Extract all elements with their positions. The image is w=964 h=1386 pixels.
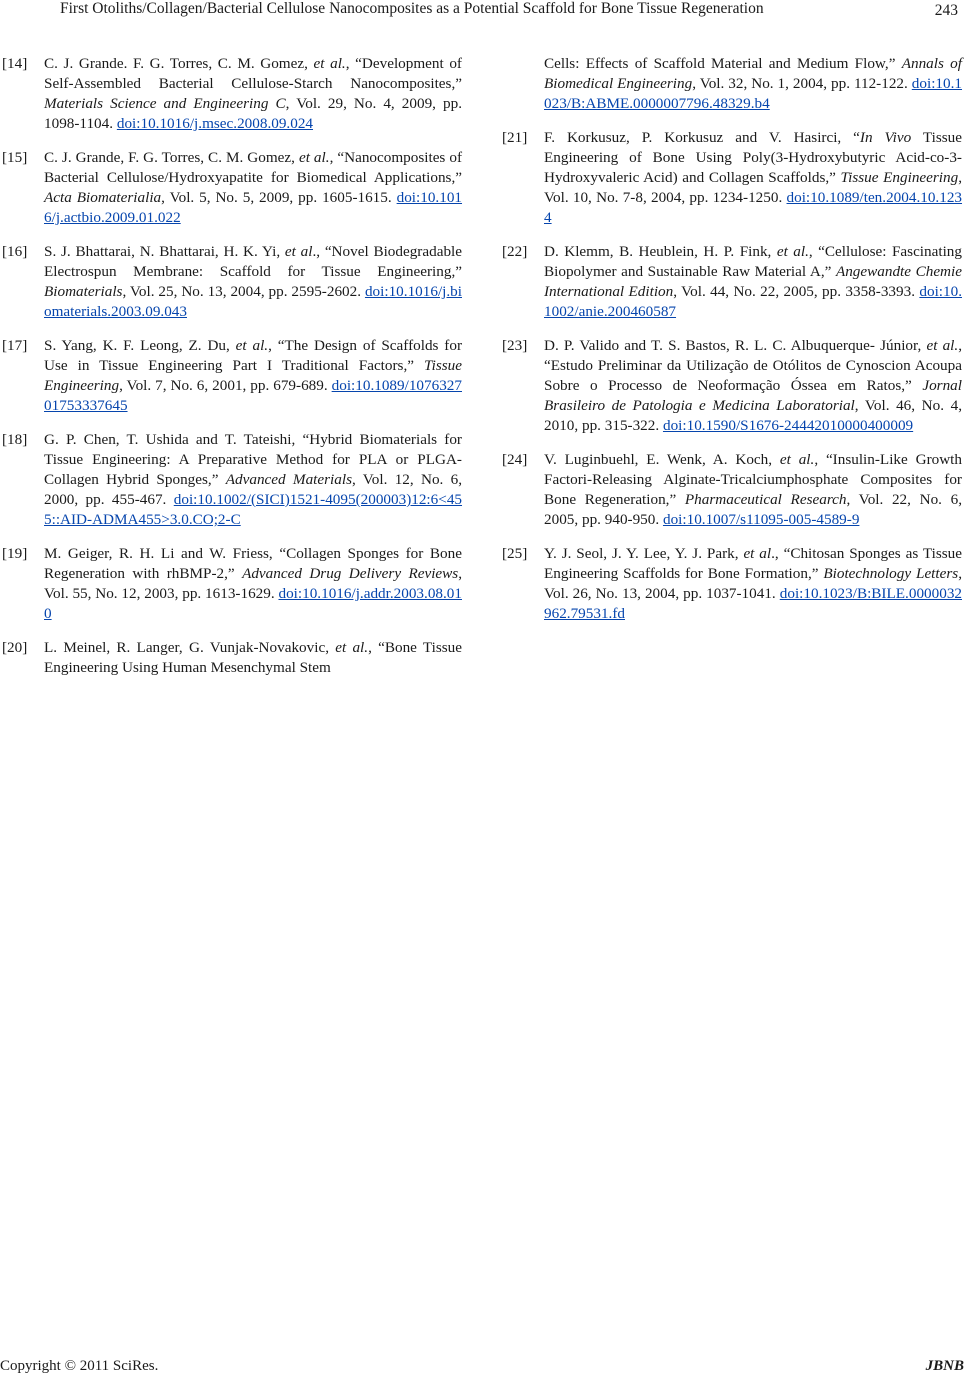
reference-24 [502,450,962,530]
doi-link[interactable]: doi:10.1002/anie.200460587 [544,283,962,320]
reference-number: [23] [502,337,528,354]
doi-link[interactable]: doi:10.1016/j.biomaterials.2003.09.043 [44,283,462,320]
reference-20 [2,638,462,678]
reference-15 [2,148,462,228]
doi-link[interactable]: doi:10.1023/B:BILE.0000032962.79531.fd [544,585,962,622]
reference-number: [16] [2,243,28,260]
copyright-notice: Copyright © 2011 SciRes. [0,1358,159,1374]
reference-text: S. Yang, K. F. Leong, Z. Du, et al., “The Design of Scaffolds for Use in Tissue Engineering Part I Traditional Factors,” Tissue Engineering, Vol. 7, No. 6, 2001, pp. 679-689. doi:10.1089/107632701753337645 [44,337,463,414]
reference-18 [2,430,462,530]
reference-number: [14] [2,55,28,72]
running-header [0,0,964,24]
reference-20-continuation: Cells: Effects of Scaffold Material and Medium Flow,” Annals of Biomedical Engineering, Vol. 32, No. 1, 2004, pp. 112-122. doi:10.1023/B:ABME.0000007796.48329.b4 [544,55,963,112]
doi-link[interactable]: doi:10.1016/j.actbio.2009.01.022 [44,189,463,226]
reference-number: [22] [502,243,528,260]
reference-number: [24] [502,451,528,468]
doi-link[interactable]: doi:10.1089/ten.2004.10.1234 [544,189,963,226]
reference-16 [2,242,462,322]
reference-number: [18] [2,431,28,448]
left-column [2,54,462,692]
reference-number: [20] [2,639,28,656]
reference-19 [2,544,462,624]
reference-number: [17] [2,337,28,354]
doi-link[interactable]: doi:10.1007/s11095-005-4589-9 [662,511,860,528]
reference-text: S. J. Bhattarai, N. Bhattarai, H. K. Yi, et al., “Novel Biodegradable Electrospun Membrane: Scaffold for Tissue Engineering,” Biomaterials, Vol. 25, No. 13, 2004, pp. 2595-2602. doi:10.1016/j.biomaterials.2003.09.043 [44,243,462,320]
reference-number: [19] [2,545,28,562]
doi-link[interactable]: doi:10.1023/B:ABME.0000007796.48329.b4 [544,75,963,112]
doi-link[interactable]: doi:10.1016/j.addr.2003.08.010 [44,585,462,622]
reference-17 [2,336,462,416]
reference-14 [2,54,462,134]
reference-text: V. Luginbuehl, E. Wenk, A. Koch, et al., “Insulin-Like Growth Factori-Releasing Alginate-Tricalciumphosphate Composites for Bone Regeneration,” Pharmaceutical Research, Vol. 22, No. 6, 2005, pp. 940-950. doi:10.1007/s11095-005-4589-9 [544,451,963,528]
reference-text: M. Geiger, R. H. Li and W. Friess, “Collagen Sponges for Bone Regeneration with rhBMP-2,” Advanced Drug Delivery Reviews, Vol. 55, No. 12, 2003, pp. 1613-1629. doi:10.1016/j.addr.2003.08.010 [44,545,463,622]
page-footer [0,1358,964,1380]
reference-text: C. J. Grande. F. G. Torres, C. M. Gomez, et al., “Development of Self-Assembled Bacterial Cellulose-Starch Nanocomposites,” Materials Science and Engineering C, Vol. 29, No. 4, 2009, pp. 1098-1104. doi:10.1016/j.msec.2008.09.024 [44,55,462,132]
reference-22 [502,242,962,322]
reference-number: [25] [502,545,528,562]
reference-text: F. Korkusuz, P. Korkusuz and V. Hasirci, “In Vivo Tissue Engineering of Bone Using Poly(3-Hydroxybutyric Acid-co-3-Hydroxyvaleric Acid) and Collagen Scaffolds,” Tissue Engineering, Vol. 10, No. 7-8, 2004, pp. 1234-1250. doi:10.1089/ten.2004.10.1234 [544,129,963,226]
reference-number: [15] [2,149,28,166]
journal-abbreviation: JBNB [925,1358,964,1374]
reference-number: [21] [502,129,528,146]
reference-text: D. P. Valido and T. S. Bastos, R. L. C. Albuquerque- Júnior, et al., “Estudo Preliminar da Utilização de Otólitos de Cynoscion Acoupa Sobre o Processo de Neoformação Óssea em Ratos,” Jornal Brasileiro de Patologia e Medicina Laboratorial, Vol. 46, No. 4, 2010, pp. 315-322. doi:10.1590/S1676-24442010000400009 [544,337,962,434]
page-number: 243 [934,2,958,19]
running-title: First Otoliths/Collagen/Bacterial Cellulose Nanocomposites as a Potential Scaffold for Bone Tissue Regeneration [60,0,764,17]
reference-21 [502,128,962,228]
reference-text: C. J. Grande, F. G. Torres, C. M. Gomez, et al., “Nanocomposites of Bacterial Cellulose/Hydroxyapatite for Biomedical Applications,” Acta Biomaterialia, Vol. 5, No. 5, 2009, pp. 1605-1615. doi:10.1016/j.actbio.2009.01.022 [44,149,463,226]
reference-text: Y. J. Seol, J. Y. Lee, Y. J. Park, et al., “Chitosan Sponges as Tissue Engineering Scaffolds for Bone Formation,” Biotechnology Letters, Vol. 26, No. 13, 2004, pp. 1037-1041. doi:10.1023/B:BILE.0000032962.79531.fd [544,545,962,622]
reference-text: G. P. Chen, T. Ushida and T. Tateishi, “Hybrid Biomaterials for Tissue Engineering: A Preparative Method for PLA or PLGA-Collagen Hybrid Sponges,” Advanced Materials, Vol. 12, No. 6, 2000, pp. 455-467. doi:10.1002/(SICI)1521-4095(200003)12:6<455::AID-ADMA455>3.0.CO;2-C [44,431,463,528]
reference-25 [502,544,962,624]
doi-link[interactable]: doi:10.1590/S1676-24442010000400009 [662,417,914,434]
doi-link[interactable]: doi:10.1016/j.msec.2008.09.024 [116,115,314,132]
reference-text: D. Klemm, B. Heublein, H. P. Fink, et al., “Cellulose: Fascinating Biopolymer and Sustainable Raw Material A,” Angewandte Chemie International Edition, Vol. 44, No. 22, 2005, pp. 3358-3393. doi:10.1002/anie.200460587 [544,243,962,320]
reference-text: L. Meinel, R. Langer, G. Vunjak-Novakovic, et al., “Bone Tissue Engineering Using Human Mesenchymal Stem [44,639,462,676]
doi-link[interactable]: doi:10.1002/(SICI)1521-4095(200003)12:6<455::AID-ADMA455>3.0.CO;2-C [44,491,463,528]
reference-23 [502,336,962,436]
right-column [502,54,962,638]
doi-link[interactable]: doi:10.1089/107632701753337645 [44,377,462,414]
